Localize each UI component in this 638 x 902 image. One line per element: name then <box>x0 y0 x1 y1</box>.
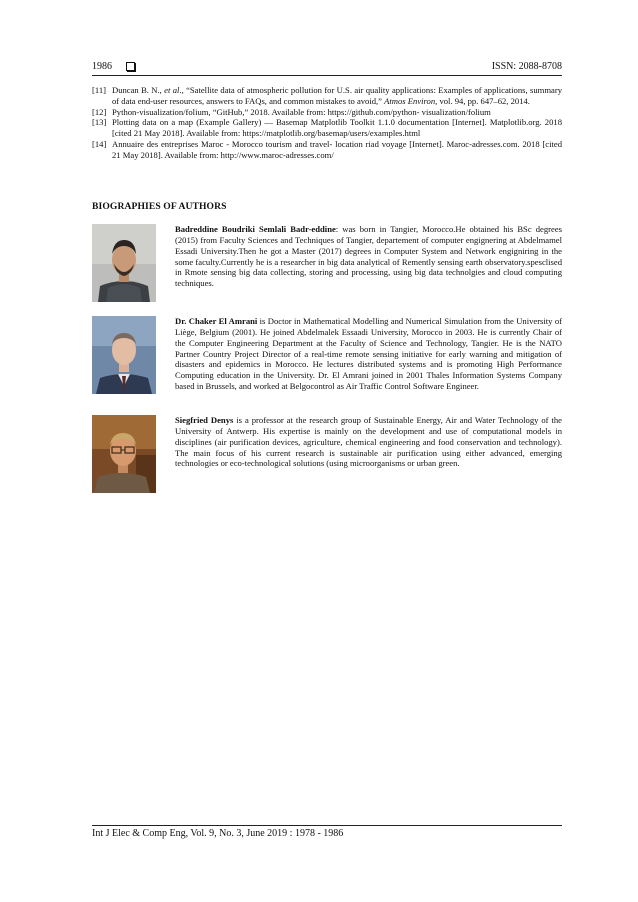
header-rule <box>92 75 562 76</box>
reference-details: vol. 94, pp. 647–62, 2014. <box>437 95 530 106</box>
author-photo <box>92 415 156 493</box>
reference-text: Annuaire des entreprises Maroc - Morocco tourism and travel- location riad voyage [Internet]. Maroc-adresses.com. 2018 [cited 21 May 2018]. Available from: http://www.maroc-adresses.com/ <box>112 138 562 160</box>
author-photo <box>92 224 156 302</box>
author-name: Badreddine Boudriki Semlali Badr-eddine <box>175 224 336 234</box>
bio-text <box>175 224 562 289</box>
reference-number: [13] <box>92 117 107 128</box>
reference-number: [14] <box>92 138 107 149</box>
author-name: Siegfried Denys <box>175 415 234 425</box>
reference-text: Plotting data on a map (Example Gallery) — Basemap Matplotlib Toolkit 1.1.0 documentation [Internet]. Matplotlib.org. 2018 [cited 21 May 2018]. Available from: https://matplotlib.org/basemap/users/examples.html <box>112 117 562 139</box>
reference-etal: et al <box>164 85 180 95</box>
reference-item <box>92 107 562 118</box>
author-name: Dr. Chaker El Amrani <box>175 316 258 326</box>
reference-title: ., “Satellite data of atmospheric pollution for U.S. air quality applications: Examples of applications, summary of data end-user resources, answers to FAQs, and common mistakes to avoid,” <box>112 85 562 106</box>
reference-item <box>92 139 562 161</box>
issn-label: ISSN: 2088-8708 <box>491 61 562 72</box>
reference-authors: Duncan B. N., <box>112 85 165 95</box>
reference-list <box>92 85 562 161</box>
journal-footer: Int J Elec & Comp Eng, Vol. 9, No. 3, June 2019 : 1978 - 1986 <box>92 828 344 839</box>
section-title: BIOGRAPHIES OF AUTHORS <box>92 201 227 212</box>
bio-description: is Doctor in Mathematical Modelling and Numerical Simulation from the University of Liège, Belgium (2001). He joined Abdelmalek Essaadi University, Morocco in 2003. He is currently Chair of the Computer Engineering Department at the Faculty of Science and Technology, Tangier. He is the NATO Partner Country Project Director of a real-time remote sensing initiative for early warning and mitigation of disasters and epidemics in Morocco. He lectures distributed systems and is promoting High Performance Computing education in the University. Dr. El Amrani joined in 2001 Thales Information Systems Company based in Brussels, and worked at Belgocontrol as Air Traffic Control Software Engineer. <box>175 316 562 392</box>
running-header <box>92 60 562 76</box>
reference-number: [12] <box>92 106 107 117</box>
bio-text <box>175 415 562 469</box>
page-number: 1986 <box>92 61 112 72</box>
bio-description: : was born in Tangier, Morocco.He obtained his BSc degrees (2015) from Faculty Sciences and Techniques of Tangier, departement of computer engignering at Abdelmamel Essadi University.Then he got a Master (2017) degrees in Computer System and Network engigniring in the some faculty.Currently he is a researcher in big data analytical of Remently sensing earth observatory.spesclised in Rmote sensing big data collecting, storing and processing, using big data technolgies and cloud computing techniques. <box>175 224 562 289</box>
checkbox-glyph-icon <box>126 62 135 71</box>
reference-item <box>92 85 562 107</box>
footer-rule <box>92 825 562 826</box>
reference-number: [11] <box>92 85 106 95</box>
bio-description: is a professor at the research group of Sustainable Energy, Air and Water Technology of the University of Antwerp. His expertise is mainly on the development and use of computational models in disciplines (air purification devices, agriculture, chemical engineering and food conservation and technology). The main focus of his current research is sustainable air purification using either advanced, emerging technologies or eco-technological solutions (using microorganisms or urban green. <box>175 415 562 469</box>
author-photo <box>92 316 156 394</box>
reference-journal: Atmos Environ, <box>384 95 438 106</box>
reference-text: Python-visualization/folium, “GitHub,” 2018. Available from: https://github.com/python- visualization/folium <box>112 106 491 117</box>
bio-text <box>175 316 562 392</box>
reference-item <box>92 117 562 139</box>
